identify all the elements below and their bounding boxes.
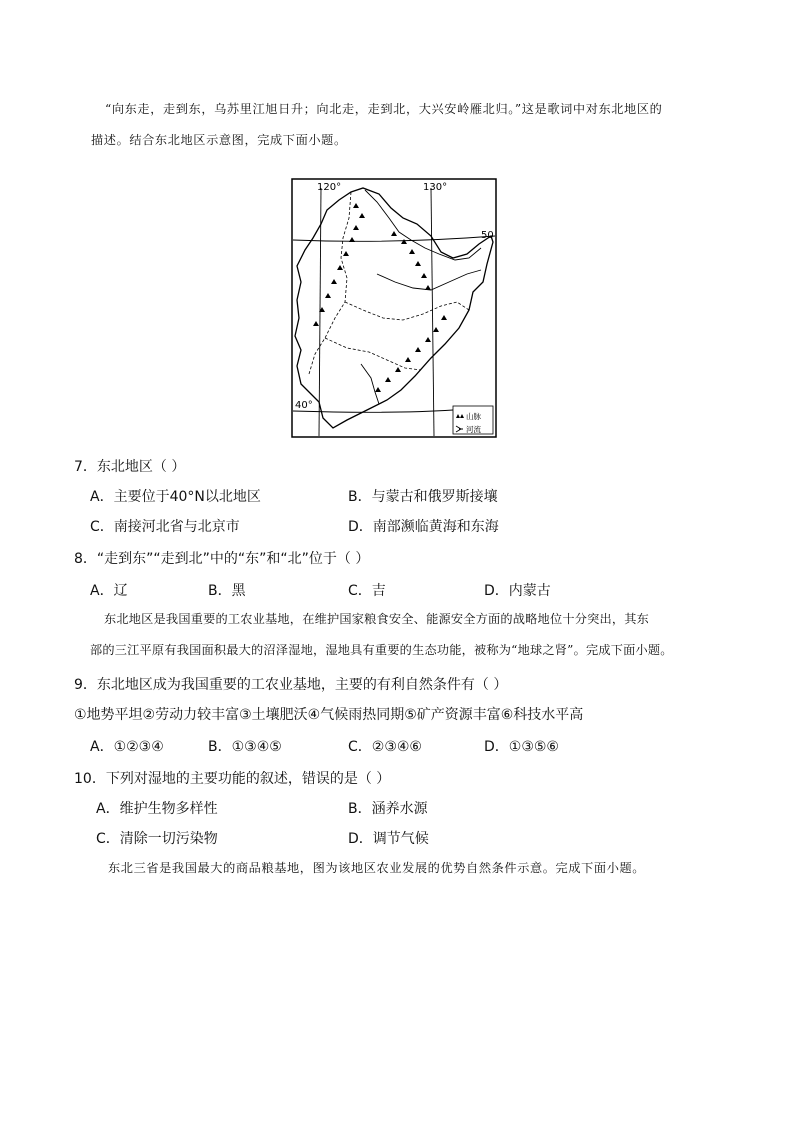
map-legend — [453, 406, 493, 434]
map-svg — [291, 178, 497, 438]
question-10-stem: 10．下列对湿地的主要功能的叙述，错误的是（ ） — [74, 771, 391, 787]
intro-2-line-2: 部的三江平原有我国面积最大的沼泽湿地，湿地具有重要的生态功能，被称为“地球之肾”。完成下面小题。 — [90, 643, 673, 657]
q8-option-b[interactable]: B．黑 — [208, 583, 246, 599]
intro-paragraph-3 — [108, 853, 740, 884]
map-frame — [292, 179, 496, 437]
intro-1-line-1: “向东走，走到东，乌苏里江旭日升；向北走，走到北，大兴安岭雁北归。”这是歌词中对东北地区的 — [105, 102, 663, 116]
q10-option-c[interactable]: C．清除一切污染物 — [96, 831, 218, 847]
legend-mountain-label: 山脉 — [466, 412, 481, 421]
q7-option-c[interactable]: C．南接河北省与北京市 — [90, 519, 240, 535]
label-lat-50: 50 — [481, 230, 494, 241]
legend-river-label: 河流 — [466, 425, 481, 434]
q8-option-a[interactable]: A．辽 — [90, 583, 128, 599]
q9-option-d[interactable]: D．①③⑤⑥ — [484, 739, 559, 755]
question-7-stem: 7．东北地区（ ） — [74, 459, 186, 475]
intro-2-line-1: 东北地区是我国重要的工农业基地，在维护国家粮食安全、能源安全方面的战略地位十分突出，其东 — [104, 612, 650, 626]
intro-3-line-1: 东北三省是我国最大的商品粮基地，图为该地区农业发展的优势自然条件示意。完成下面小题。 — [108, 861, 646, 875]
q10-option-a[interactable]: A．维护生物多样性 — [96, 801, 218, 817]
q9-option-c[interactable]: C．②③④⑥ — [348, 739, 422, 755]
label-lon-130: 130° — [423, 182, 448, 193]
intro-paragraph-2 — [90, 604, 730, 666]
q9-option-b[interactable]: B．①③④⑤ — [208, 739, 282, 755]
intro-paragraph-1 — [91, 94, 723, 156]
question-8-stem: 8．“走到东”“走到北”中的“东”和“北”位于（ ） — [74, 551, 370, 567]
question-9-stem: 9．东北地区成为我国重要的工农业基地，主要的有利自然条件有（ ） — [74, 677, 508, 693]
q8-option-c[interactable]: C．吉 — [348, 583, 386, 599]
q8-option-d[interactable]: D．内蒙古 — [484, 583, 551, 599]
label-lat-40: 40° — [295, 400, 313, 411]
q7-option-b[interactable]: B．与蒙古和俄罗斯接壤 — [348, 489, 498, 505]
label-lon-120: 120° — [317, 182, 342, 193]
intro-1-line-2: 描述。结合东北地区示意图，完成下面小题。 — [91, 133, 347, 147]
q7-option-a[interactable]: A．主要位于40°N以北地区 — [90, 489, 261, 505]
q10-option-d[interactable]: D．调节气候 — [348, 831, 429, 847]
northeast-china-map — [291, 178, 497, 438]
question-9-conditions: ①地势平坦②劳动力较丰富③土壤肥沃④气候雨热同期⑤矿产资源丰富⑥科技水平高 — [74, 707, 584, 723]
q9-option-a[interactable]: A．①②③④ — [90, 739, 164, 755]
q7-option-d[interactable]: D．南部濒临黄海和东海 — [348, 519, 499, 535]
q10-option-b[interactable]: B．涵养水源 — [348, 801, 428, 817]
